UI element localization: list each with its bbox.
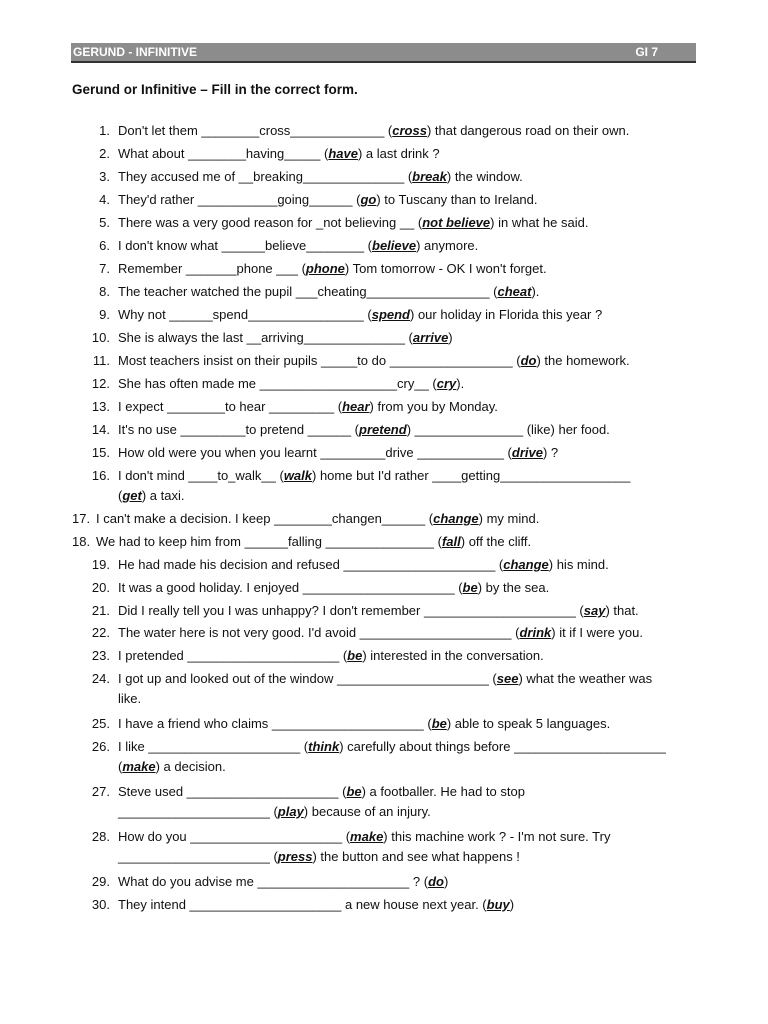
item-text-after: ) by the sea. — [477, 579, 550, 595]
header-title: GERUND - INFINITIVE — [73, 45, 198, 59]
item-text — [118, 282, 539, 302]
item-number: 8. — [99, 284, 110, 299]
base-verb: not believe — [422, 215, 491, 230]
item-number: 2. — [99, 146, 110, 161]
item-text-after: ) home but I'd rather ____getting__________________ — [312, 468, 631, 483]
item-text — [118, 305, 602, 325]
item-text-after: ) _______________ (like) her food. — [406, 422, 610, 437]
item-number: 9. — [99, 307, 110, 322]
item-text — [118, 443, 558, 463]
item-text-after: ) that dangerous road on their own. — [426, 123, 630, 138]
item-text-before: How old were you when you learnt _________drive ____________ ( — [118, 445, 512, 460]
base-verb: go — [360, 192, 377, 207]
item-text-before: Steve used _____________________ ( — [118, 783, 347, 799]
base-verb: buy — [486, 896, 510, 912]
item-text-after: ) to Tuscany than to Ireland. — [376, 192, 538, 207]
item-number: 27. — [91, 783, 110, 799]
base-verb: do — [520, 353, 537, 368]
base-verb: think — [308, 738, 340, 754]
item-text-before: I got up and looked out of the window _____________________ ( — [118, 670, 497, 686]
item-number: 5. — [99, 215, 110, 230]
item-text-after: ) interested in the conversation. — [362, 648, 544, 664]
item-text — [118, 144, 440, 164]
item-text-after: ) — [448, 330, 453, 345]
base-verb: change — [433, 511, 479, 526]
item-text — [118, 328, 453, 348]
exercise-item — [0, 305, 690, 328]
item-text — [118, 646, 544, 666]
base-verb: see — [496, 670, 519, 686]
item-text — [118, 895, 514, 915]
item-text-before: I can't make a decision. I keep ________changen______ ( — [96, 511, 434, 526]
item-number: 22. — [91, 625, 110, 641]
item-text-before: I don't mind ____to_walk__ ( — [118, 468, 284, 483]
exercise-item — [0, 420, 690, 443]
exercise-item — [0, 236, 690, 259]
item-text — [118, 623, 643, 643]
base-verb: play — [277, 803, 304, 819]
item-text-before: Most teachers insist on their pupils _____to do _________________ ( — [118, 353, 521, 368]
exercise-item — [0, 669, 690, 714]
worksheet-title: Gerund or Infinitive – Fill in the correct form. — [72, 82, 358, 97]
item-text-before: I like _____________________ ( — [118, 738, 309, 754]
item-text-after: ) the window. — [446, 169, 523, 184]
item-number: 19. — [91, 557, 110, 572]
item-number: 26. — [91, 738, 110, 754]
item-number: 23. — [91, 648, 110, 664]
item-text-before: _____________________ ( — [118, 848, 278, 864]
item-text — [118, 601, 639, 621]
exercise-item — [0, 190, 690, 213]
base-verb: fall — [441, 534, 461, 549]
item-number: 4. — [99, 192, 110, 207]
item-text-before: I expect ________to hear _________ ( — [118, 399, 343, 414]
item-text-before: _____________________ ( — [118, 803, 278, 819]
exercise-item — [0, 827, 690, 872]
base-verb: cry — [436, 376, 457, 391]
item-text — [118, 466, 630, 486]
item-text-line2 — [118, 757, 226, 777]
item-text-before: Remember _______phone ___ ( — [118, 261, 306, 276]
item-text-after: ) because of an injury. — [303, 803, 431, 819]
item-text-after: ) his mind. — [548, 557, 609, 572]
item-text-line2 — [118, 486, 184, 506]
item-text-before: She has often made me ___________________cry__ ( — [118, 376, 437, 391]
item-text-after: ) in what he said. — [490, 215, 589, 230]
item-text-after: ) what the weather was — [518, 670, 653, 686]
base-verb: say — [583, 602, 606, 618]
base-verb: change — [503, 557, 549, 572]
item-text-before: ( — [118, 758, 123, 774]
exercise-item — [0, 872, 690, 895]
item-text-before: What about ________having_____ ( — [118, 146, 329, 161]
item-text — [118, 397, 498, 417]
item-text-line2 — [118, 802, 431, 822]
item-text — [118, 578, 549, 598]
base-verb: phone — [305, 261, 345, 276]
item-number: 21. — [91, 602, 110, 618]
exercise-item — [0, 509, 690, 532]
item-number: 13. — [91, 399, 110, 414]
item-text — [118, 236, 478, 256]
item-text-before: It was a good holiday. I enjoyed _____________________ ( — [118, 579, 463, 595]
exercise-item — [0, 259, 690, 282]
item-text-before: They accused me of __breaking______________ ( — [118, 169, 413, 184]
exercise-list — [0, 121, 690, 917]
item-text-before: Why not ______spend________________ ( — [118, 307, 372, 322]
item-text-after: ) from you by Monday. — [369, 399, 498, 414]
item-number: 14. — [91, 422, 110, 437]
exercise-item — [0, 397, 690, 420]
item-text — [118, 190, 538, 210]
item-number: 3. — [99, 169, 110, 184]
base-verb: drink — [519, 625, 552, 641]
header-code: GI 7 — [635, 45, 658, 59]
item-text — [118, 782, 525, 802]
item-text-before: She is always the last __arriving______________ ( — [118, 330, 413, 345]
item-number: 20. — [91, 579, 110, 595]
item-text — [118, 737, 666, 757]
item-text — [118, 374, 464, 394]
exercise-item — [0, 374, 690, 397]
header-bar — [71, 43, 696, 63]
item-text-before: The teacher watched the pupil ___cheating_________________ ( — [118, 284, 498, 299]
exercise-item — [0, 282, 690, 305]
base-verb: pretend — [359, 422, 407, 437]
item-text-before: They'd rather ___________going______ ( — [118, 192, 361, 207]
item-text-before: Did I really tell you I was unhappy? I don't remember _____________________ ( — [118, 602, 584, 618]
item-text-after: ) off the cliff. — [460, 534, 532, 549]
item-text-after: ) Tom tomorrow - OK I won't forget. — [344, 261, 547, 276]
exercise-item — [0, 121, 690, 144]
item-text — [118, 213, 588, 233]
item-text-after: ) — [443, 873, 449, 889]
item-number: 25. — [91, 715, 110, 731]
item-text-after: ) my mind. — [478, 511, 540, 526]
item-text — [118, 872, 448, 892]
item-number: 28. — [91, 828, 110, 844]
base-verb: be — [347, 648, 363, 664]
item-number: 18. — [72, 534, 91, 549]
exercise-item — [0, 737, 690, 782]
base-verb: drive — [511, 445, 543, 460]
item-text — [118, 555, 609, 575]
base-verb: walk — [283, 468, 312, 483]
item-text-before: The water here is not very good. I'd avoid _____________________ ( — [118, 625, 520, 641]
exercise-item — [0, 167, 690, 190]
exercise-item — [0, 714, 690, 737]
base-verb: break — [412, 169, 447, 184]
item-text-before: like. — [118, 690, 142, 706]
item-text — [118, 714, 610, 734]
exercise-item — [0, 601, 690, 624]
item-text-after: ) our holiday in Florida this year ? — [410, 307, 603, 322]
item-text-before: I don't know what ______believe________ ( — [118, 238, 373, 253]
exercise-item — [0, 351, 690, 374]
item-number: 11. — [92, 353, 110, 368]
item-number: 10. — [91, 330, 110, 345]
item-text-before: What do you advise me _____________________ ? ( — [118, 873, 429, 889]
item-text-before: I have a friend who claims _____________________ ( — [118, 715, 432, 731]
item-text-before: We had to keep him from ______falling _______________ ( — [96, 534, 442, 549]
base-verb: make — [350, 828, 384, 844]
exercise-item — [0, 213, 690, 236]
item-number: 17. — [72, 511, 91, 526]
item-text-after: ) — [509, 896, 515, 912]
base-verb: have — [328, 146, 358, 161]
exercise-item — [0, 578, 690, 601]
item-text-line2 — [118, 689, 141, 709]
exercise-item — [0, 466, 690, 509]
base-verb: be — [462, 579, 478, 595]
item-text-before: How do you _____________________ ( — [118, 828, 351, 844]
item-number: 30. — [91, 896, 110, 912]
exercise-item — [0, 782, 690, 827]
item-text — [118, 351, 630, 371]
item-text — [118, 259, 547, 279]
item-text-after: ) anymore. — [416, 238, 479, 253]
item-number: 29. — [91, 873, 110, 889]
item-number: 6. — [99, 238, 110, 253]
item-text-line2 — [118, 847, 520, 867]
item-number: 15. — [91, 445, 110, 460]
item-text — [118, 669, 652, 689]
item-text-after: ). — [531, 284, 540, 299]
item-text — [118, 420, 610, 440]
exercise-item — [0, 443, 690, 466]
exercise-item — [0, 895, 690, 918]
item-text-after: ) this machine work ? - I'm not sure. Try — [383, 828, 611, 844]
base-verb: cross — [392, 123, 427, 138]
item-text-after: ) carefully about things before _____________________ — [339, 738, 666, 754]
exercise-item — [0, 555, 690, 578]
item-text-before: He had made his decision and refused _____________________ ( — [118, 557, 504, 572]
item-text-after: ) the button and see what happens ! — [312, 848, 520, 864]
item-number: 16. — [91, 468, 110, 483]
item-text-before: There was a very good reason for _not believing __ ( — [118, 215, 423, 230]
exercise-item — [0, 532, 690, 555]
item-text-after: ) a footballer. He had to stop — [361, 783, 525, 799]
item-text-after: ) able to speak 5 languages. — [446, 715, 611, 731]
base-verb: spend — [371, 307, 411, 322]
item-text-before: I pretended _____________________ ( — [118, 648, 348, 664]
item-text-after: ). — [456, 376, 465, 391]
item-number: 1. — [99, 123, 110, 138]
item-text-after: ) that. — [605, 602, 639, 618]
item-text-before: Don't let them ________cross_____________ ( — [118, 123, 393, 138]
exercise-item — [0, 623, 690, 646]
base-verb: be — [431, 715, 447, 731]
item-text-after: ) ? — [542, 445, 559, 460]
base-verb: make — [122, 758, 156, 774]
item-text — [118, 167, 523, 187]
base-verb: be — [346, 783, 362, 799]
exercise-item — [0, 144, 690, 167]
base-verb: hear — [342, 399, 370, 414]
base-verb: do — [428, 873, 444, 889]
item-text-after: ) the homework. — [536, 353, 630, 368]
base-verb: believe — [372, 238, 417, 253]
exercise-item — [0, 646, 690, 669]
item-text-after: ) a last drink ? — [357, 146, 440, 161]
base-verb: cheat — [497, 284, 532, 299]
item-text-after: ) it if I were you. — [551, 625, 643, 641]
item-text — [96, 532, 531, 552]
base-verb: get — [122, 488, 142, 503]
item-text-after: ) a decision. — [155, 758, 226, 774]
item-number: 7. — [99, 261, 110, 276]
item-text-before: ( — [118, 488, 123, 503]
item-text-after: ) a taxi. — [141, 488, 185, 503]
item-text-before: It's no use _________to pretend ______ ( — [118, 422, 360, 437]
item-text-before: They intend _____________________ a new house next year. ( — [118, 896, 487, 912]
item-text — [96, 509, 539, 529]
item-text — [118, 827, 610, 847]
item-number: 24. — [91, 670, 110, 686]
exercise-item — [0, 328, 690, 351]
item-text — [118, 121, 629, 141]
base-verb: arrive — [412, 330, 449, 345]
base-verb: press — [277, 848, 313, 864]
item-number: 12. — [91, 376, 110, 391]
